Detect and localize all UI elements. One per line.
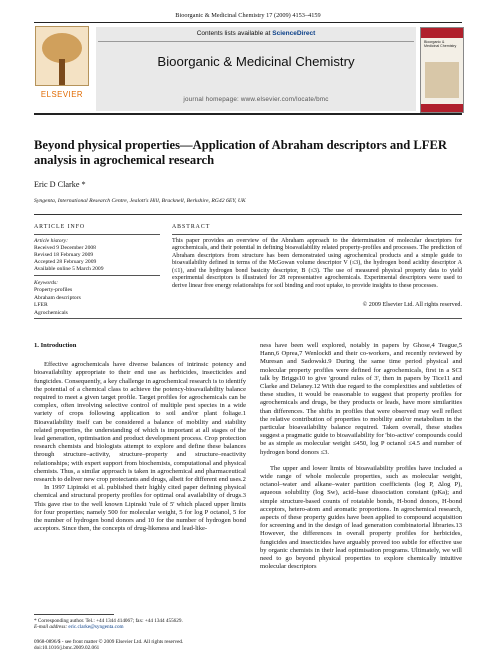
keyword-item: LFER — [34, 302, 48, 309]
history-item: Available online 5 March 2009 — [34, 266, 104, 272]
body-column-left — [34, 342, 246, 533]
article-authors: Eric D Clarke * — [34, 180, 86, 189]
history-item: Received 9 December 2008 — [34, 245, 96, 251]
abstract-copyright: © 2009 Elsevier Ltd. All rights reserved. — [362, 302, 462, 308]
journal-cover-image — [420, 27, 464, 113]
body-paragraph: Effective agrochemicals have diverse balances of intrinsic potency and bioavailability appropriate to their end use as herbicides, insecticides and fungicides. Consequently, a key challenge in agrochemical research is to identify the potential of a chemical class to achieve the potency-bioavailability balance required to meet a given target profile. Target profiles for agrochemicals can be complex, often involving selective control of multiple pest species in a wide variety of crops following application to soil and/or plant foliage.1 Bioavailability itself can be considered a balance of mobility and stability related properties, the understanding of which is important at all stages of the lead generation, optimisation and product development process. Crop protection research chemists and biologists attempt to explore and define these balances through structure–activity, structure–property and structure–reactivity relationships; with expert support from biochemists, computational and physical chemists. Thus, a similar approach is taken in agrochemical and pharmaceutical research to deliver new crop protectants and drugs, albeit for different end uses.2 — [34, 361, 246, 484]
front-matter — [34, 639, 246, 652]
abstract-text: This paper provides an overview of the Abraham approach to the determination of molecular descriptors for agrochemicals, and their potential in defining bioavailability related property-profiles and processes. The prediction of Abraham descriptors from structure has been demonstrated using agrochemical products and a simple guide to bioavailability defined in terms of the McGowan volume descriptor V (≤3), the hydrogen bond acidity descriptor A (≤1), and the hydrogen bond basicity descriptor, B (≤3). The use of measured physical property data to yield experimental descriptors is illustrated for 28 representative agrochemicals. Experimental descriptors were used to derive linear free energy relationships for soil binding and root uptake, to provide insights to these processes. — [172, 238, 462, 289]
banner-divider — [98, 41, 414, 42]
history-heading: Article history: — [34, 238, 69, 244]
history-item: Accepted 28 February 2009 — [34, 259, 97, 265]
section-heading: 1. Introduction — [34, 342, 77, 349]
keywords-list — [34, 280, 160, 317]
doi-line[interactable]: doi:10.1016/j.bmc.2009.02.061 — [34, 645, 100, 652]
body-paragraph: In 1997 Lipinski et al. published their highly cited paper defining physical chemical and structural property profiles for optimal oral availability of drugs.3 This gave rise to the well known Lipinski 'rule of 5' which placed upper limits for four properties; namely 500 for molecular weight, 5 for log P octanol, 5 for the number of hydrogen bond donors and 10 for the number of hydrogen bond acceptors. Since then, the concepts of drug-likeness and lead-like- — [34, 484, 246, 533]
journal-citation: Bioorganic & Medicinal Chemistry 17 (2009) 4153–4159 — [175, 12, 321, 19]
journal-homepage[interactable]: journal homepage: www.elsevier.com/locate/bmc — [183, 96, 329, 103]
article-title: Beyond physical properties—Application of Abraham descriptors and LFER analysis in agrochemical research — [34, 138, 447, 167]
article-history — [34, 238, 160, 273]
abstract-rule — [172, 234, 462, 235]
article-info-caption: ARTICLE INFO — [34, 224, 86, 230]
corresponding-author-footnote — [34, 618, 246, 631]
publisher-name: ELSEVIER — [40, 90, 84, 99]
elsevier-logo — [34, 26, 90, 106]
keywords-rule — [34, 275, 160, 276]
body-paragraph: The upper and lower limits of bioavailability profiles have included a wide range of whole molecule properties, such as molecular weight, octanol–water and alkane–water partition coefficients (log P, Δlog P), aqueous solubility (log Sw), acid–base dissociation constant (pKa); and simple structure-based counts of rotatable bonds, H-bond donors, H-bond acceptors, hetero-atom and aromatic proportions. In agrochemical research, aspects of these property guides have been applied to compound acquisition for screening and in the design of lead generation combinatorial libraries.13 However, the differences in overall property profiles for herbicides, fungicides and insecticides have arguably proved too subtle for effective use by organic chemists in their lead optimisation programs. Ultimately, we will need to go beyond physical properties to explore chemically intuitive molecular descriptors — [260, 464, 462, 571]
header-bottom-rule — [34, 113, 462, 115]
email-label: E-mail address: — [34, 624, 69, 631]
article-info-rule — [34, 234, 160, 235]
email-link[interactable]: eric.clarke@syngenta.com — [68, 624, 124, 631]
issn-line: 0968-0896/$ - see front matter © 2009 Elsevier Ltd. All rights reserved. — [34, 639, 184, 645]
header-top-rule — [34, 22, 462, 23]
body-paragraph: ness have been well explored, notably in papers by Ghose,4 Teague,5 Hann,6 Oprea,7 Wenlock8 and their co-workers, and recently reviewed by Muresan and Sadowski.9 During the same time period physical and molecular property profiles were defined for agrochemicals, first in a SCI talk by Briggs10 to give 'ground rules of 3', then in papers by Tice11 and Clarke and Delaney.12 With due regard to the complexities and subtleties of these studies, it would be reasonable to suggest that property profiles for agrochemicals and drugs, be they products or leads, have more similarities than differences. The shifts in profiles that were observed may well reflect the relative contribution of properties to mobility and/or metabolism in the particular bioavailability balance required. Taken overall, these studies suggest a pragmatic guide to bioavailability for 'bio-active' compounds could be as simple as molecular weight ≤450, log P octanol ≤4.5 and number of hydrogen bond donors ≤3. — [260, 342, 462, 456]
footnote-contact: * Corresponding author. Tel.: +44 1344 414067; fax: +44 1344 455629. — [34, 618, 183, 624]
abstract-caption: ABSTRACT — [172, 224, 211, 230]
cover-title: Bioorganic & Medicinal Chemistry — [424, 40, 457, 49]
body-column-right — [260, 342, 462, 571]
elsevier-tree-icon — [35, 26, 89, 86]
keyword-item: Property-profiles — [34, 287, 73, 294]
contents-prefix: Contents lists available at — [196, 30, 273, 37]
keyword-item: Abraham descriptors — [34, 294, 81, 301]
footnote-rule — [34, 614, 114, 615]
keywords-heading: Keywords: — [34, 280, 59, 286]
abstract-bottom-rule — [34, 318, 462, 319]
author-affiliation: Syngenta, International Research Centre, Jealott's Hill, Bracknell, Berkshire, RG42 6EY, UK — [34, 198, 246, 204]
keyword-item: Agrochemicals — [34, 309, 68, 316]
history-item: Revised 18 February 2009 — [34, 252, 94, 258]
title-divider — [34, 214, 462, 215]
journal-title: Bioorganic & Medicinal Chemistry — [157, 54, 355, 69]
sciencedirect-link[interactable]: ScienceDirect — [272, 30, 316, 37]
contents-line — [96, 30, 416, 37]
